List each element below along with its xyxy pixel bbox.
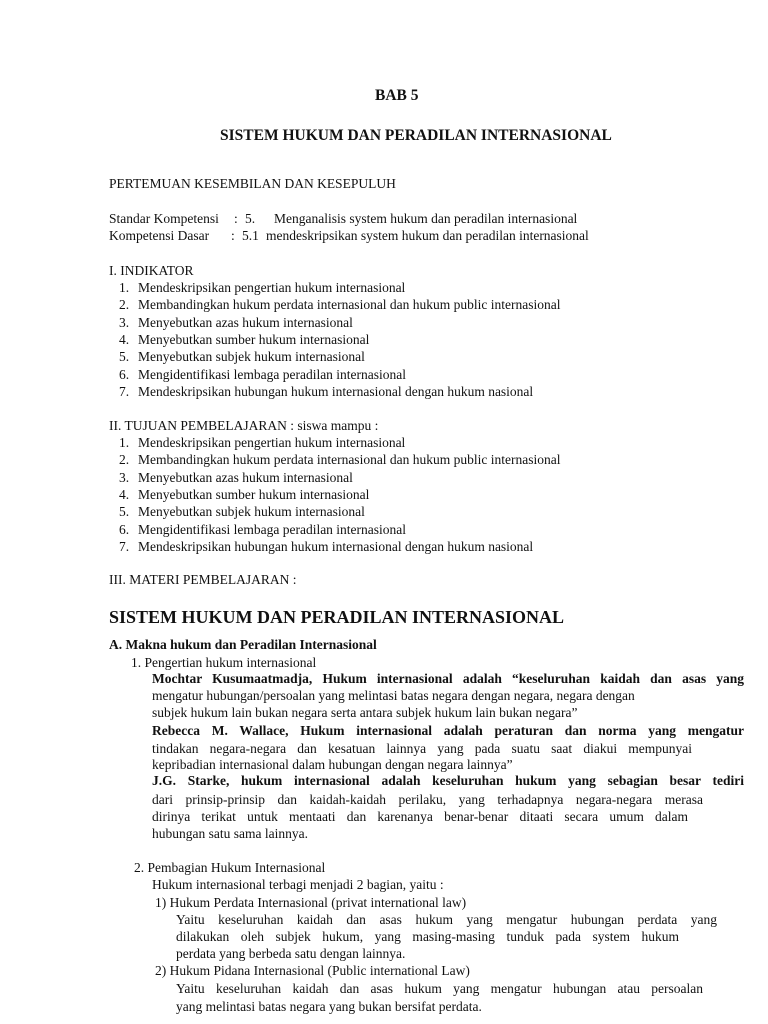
list-item-number: 5. [119,349,130,365]
list-item-text: Mengidentifikasi lembaga peradilan internasional [138,521,407,537]
section-a-heading: A. Makna hukum dan Peradilan Internasional [109,637,377,652]
list-item [119,522,406,538]
list-item [119,470,353,486]
list-item-number: 5. [119,504,130,520]
basic-num: 5.1 [242,228,259,243]
list-item [119,315,353,331]
standard-text: Menganalisis system hukum dan peradilan internasional [274,211,578,226]
list-item-number: 7. [119,538,130,554]
private-law-line-2: dilakukan oleh subjek hukum, yang masing-masing tunduk pada system hukum [176,929,679,944]
list-item-text: Membandingkan hukum perdata internasional dan hukum public internasional [138,452,561,468]
list-item-text: Membandingkan hukum perdata internasional dan hukum public internasional [138,297,561,313]
list-item [119,384,533,400]
subsection-2-heading: 2. Pembagian Hukum Internasional [134,860,326,875]
list-item [119,539,533,555]
starke-definition: J.G. Starke, hukum internasional adalah keseluruhan hukum yang sebagian besar tediri [152,773,744,788]
list-item [119,280,405,296]
subsection-1-heading: 1. Pengertian hukum internasional [131,655,317,670]
list-item-text: Menyebutkan subjek hukum internasional [138,504,365,520]
starke-line-3: dirinya terikat untuk mentaati dan karenanya benar-benar ditaati secara umum dalam [152,809,688,824]
list-item [119,504,365,520]
mochtar-definition: Mochtar Kusumaatmadja, Hukum internasional adalah “keseluruhan kaidah dan asas yang [152,671,744,686]
list-item [119,452,561,468]
list-item-number: 1. [119,280,130,295]
list-item [119,487,369,503]
list-item-text: Mengidentifikasi lembaga peradilan internasional [138,366,407,382]
list-item-number: 3. [119,469,130,485]
division-intro: Hukum internasional terbagi menjadi 2 bagian, yaitu : [152,877,444,892]
list-item [119,332,369,348]
basic-sep: : [231,228,235,243]
list-item-text: Menyebutkan azas hukum internasional [138,469,353,485]
mochtar-line-3: subjek hukum lain bukan negara serta antara subjek hukum lain bukan negara” [152,705,578,720]
wallace-line-3: kepribadian internasional dalam hubungan dengan negara lainnya” [152,757,513,772]
private-law-heading: 1) Hukum Perdata Internasional (privat international law) [155,895,467,910]
materials-heading: III. MATERI PEMBELAJARAN : [109,572,297,587]
chapter-label: BAB 5 [375,87,419,104]
list-item [119,297,561,313]
mochtar-line-2: mengatur hubungan/persoalan yang melintasi batas negara dengan negara, negara dengan [152,688,635,703]
list-item-number: 2. [119,452,130,468]
starke-line-2: dari prinsip-prinsip dan kaidah-kaidah perilaku, yang terhadapnya negara-negara merasa [152,792,703,807]
materials-title: SISTEM HUKUM DAN PERADILAN INTERNASIONAL [109,607,565,627]
starke-line-4: hubungan satu sama lainnya. [152,826,308,841]
list-item-number: 4. [119,486,130,502]
list-item-text: Mendeskripsikan hubungan hukum internasional dengan hukum nasional [138,538,534,554]
standard-num: 5. [245,211,256,226]
public-law-line-1: Yaitu keseluruhan kaidah dan asas hukum yang mengatur hubungan atau persoalan [176,981,703,996]
list-item-text: Menyebutkan subjek hukum internasional [138,349,365,365]
basic-label: Kompetensi Dasar [109,228,210,243]
public-law-heading: 2) Hukum Pidana Internasional (Public international Law) [155,963,470,978]
list-item-text: Menyebutkan sumber hukum internasional [138,331,370,347]
list-item-number: 6. [119,366,130,382]
wallace-line-2: tindakan negara-negara dan kesatuan lainnya yang pada suatu saat diakui mempunyai [152,741,692,756]
list-item-text: Menyebutkan sumber hukum internasional [138,486,370,502]
list-item-number: 7. [119,383,130,399]
wallace-definition: Rebecca M. Wallace, Hukum internasional adalah peraturan dan norma yang mengatur [152,723,744,738]
list-item-number: 4. [119,331,130,347]
list-item-text: Menyebutkan azas hukum internasional [138,314,353,330]
list-item-number: 1. [119,435,130,450]
indicator-heading: I. INDIKATOR [109,263,194,278]
list-item-number: 3. [119,314,130,330]
meeting-label: PERTEMUAN KESEMBILAN DAN KESEPULUH [109,176,396,191]
list-item-text: Mendeskripsikan pengertian hukum internasional [138,435,406,450]
private-law-line-1: Yaitu keseluruhan kaidah dan asas hukum yang mengatur hubungan perdata yang [176,912,717,927]
list-item-number: 6. [119,521,130,537]
standard-label: Standar Kompetensi [109,211,219,226]
chapter-title: SISTEM HUKUM DAN PERADILAN INTERNASIONAL [220,127,612,144]
standard-sep: : [234,211,238,226]
private-law-line-3: perdata yang berbeda satu dengan lainnya. [176,946,406,961]
objective-heading: II. TUJUAN PEMBELAJARAN : siswa mampu : [109,418,379,433]
list-item-text: Mendeskripsikan hubungan hukum internasional dengan hukum nasional [138,383,534,399]
basic-text: mendeskripsikan system hukum dan peradilan internasional [266,228,589,243]
public-law-line-2: yang melintasi batas negara yang bukan bersifat perdata. [176,999,482,1014]
standard-competency [109,211,578,227]
basic-competency [109,228,589,244]
list-item [119,349,365,365]
list-item-number: 2. [119,297,130,313]
list-item [119,367,406,383]
list-item-text: Mendeskripsikan pengertian hukum internasional [138,280,406,295]
list-item [119,435,405,451]
